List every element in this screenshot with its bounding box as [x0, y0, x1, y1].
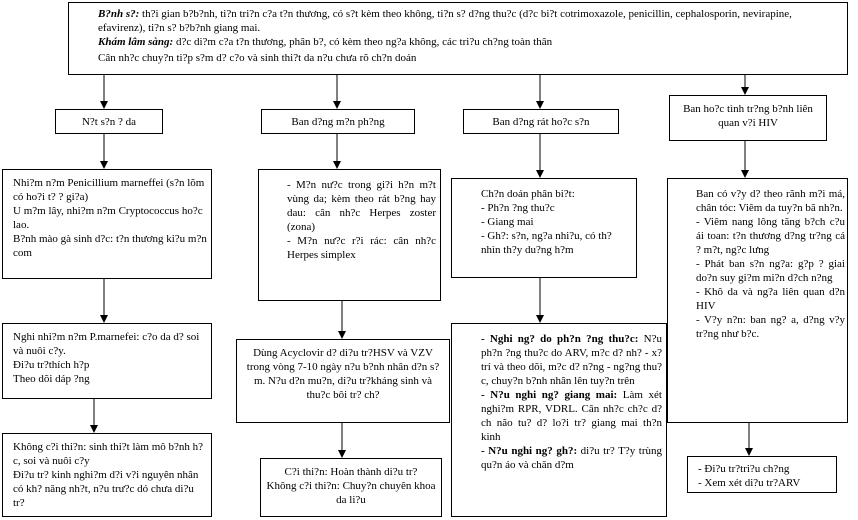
col4-cond-item: - Phát ban s?n ng?a: g?p ? giai do?n suy gi?m mi?n d?ch n?ng — [696, 258, 845, 284]
col3-mgmt-text: N?u ph?n ?ng thu?c do ARV, m?c d? nh? - x? trí và theo dõi, m?c d? n?ng - ng?ng thu?c, chuy?n b?nh nhân lên tuy?n trên — [481, 333, 662, 387]
col2-outcome-box — [260, 458, 442, 517]
col2-acyclovir-text: Dùng Acyclovir d? di?u tr?HSV và VZV trong vòng 7-10 ngày n?u b?nh nhân d?n s?m. N?u d?n mu?n, di?u tr?kháng sinh và thu?c bôi tr? ch? — [246, 347, 440, 401]
category-vesicular-rash — [261, 109, 415, 134]
col2-vesicular-item: - M?n nư?c trong gi?i h?n m?t vùng da; kèm theo rát b?ng hay dau: cân nh?c Herpes zoster (zona) — [287, 179, 436, 233]
col1-mgmt-item: Theo dõi dáp ?ng — [13, 373, 90, 385]
assessment-box — [68, 2, 848, 75]
category-vesicular-label: Ban d?ng m?n ph?ng — [291, 116, 385, 128]
history-line — [98, 7, 839, 35]
col1-mgmt-item: Đi?u tr?thích h?p — [13, 359, 90, 371]
col3-diff-item: Ch?n doán phân bi?t: — [481, 188, 575, 200]
category-rash-papular — [463, 109, 619, 134]
exam-label: Khám lâm sàng: — [98, 36, 174, 48]
col1-diag-item: U m?m lây, nhi?m n?m Cryptococcus ho?c lao. — [13, 205, 203, 231]
category-papules — [55, 109, 163, 134]
col4-treat-item: - Đi?u tr?tri?u ch?ng — [698, 463, 790, 475]
col4-cond-item: - Viêm nang lông tăng b?ch c?u ái toan: t?n thương d?ng tr?ng cá ? m?t, ng?c lưng — [696, 216, 845, 256]
col3-management-box — [451, 323, 667, 517]
col1-diag-item: Nhi?m n?m Penicillium marneffei (s?n lõm có ho?i t? ? gi?a) — [13, 177, 205, 203]
col3-mgmt-item — [481, 332, 662, 388]
col3-mgmt-label: - Nghi ng? do ph?n ?ng thu?c: — [481, 333, 639, 345]
col4-conditions-box — [667, 178, 848, 423]
col1-noimp-item: Đi?u tr? kinh nghi?m d?i v?i nguyên nhân có kh? năng nh?t, n?u trư?c dó chưa di?u tr? — [13, 469, 199, 509]
category-hiv-related — [669, 95, 827, 141]
col1-noimp-item: Không c?i thi?n: sinh thi?t làm mô b?nh h?c, soi và nuôi c?y — [13, 441, 204, 467]
col4-cond-item: - Khô da và ng?a liên quan d?n HIV — [696, 286, 845, 312]
col3-diff-item: - Giang mai — [481, 216, 534, 228]
col1-diag-item: B?nh mào gà sinh d?c: t?n thương ki?u m?n com — [13, 233, 207, 259]
col4-cond-item: - V?y n?n: ban ng? a, d?ng v?y tr?ng như b?c. — [696, 314, 845, 340]
col1-no-improvement-box — [2, 433, 212, 517]
col4-cond-item: Ban có v?y d? theo rãnh m?i má, chân tóc: Viêm da tuy?n bã nh?n. — [696, 188, 845, 214]
col3-diff-item: - Gh?: s?n, ng?a nhi?u, có th? nhìn th?y du?ng h?m — [481, 230, 612, 256]
col3-mgmt-item — [481, 444, 662, 472]
col3-mgmt-label: - N?u nghi ng? giang mai: — [481, 389, 618, 401]
history-label: B?nh s?: — [98, 8, 140, 20]
col1-mgmt-item: Nghi nhi?m n?m P.marnefei: c?o da d? soi và nuôi c?y. — [13, 331, 200, 357]
col3-mgmt-label: - N?u nghi ng? gh?: — [481, 445, 578, 457]
col1-management-box — [2, 323, 212, 399]
col1-diagnosis-box — [2, 169, 212, 279]
col3-differential-box — [451, 178, 637, 278]
col4-treat-item: - Xem xét di?u tr?ARV — [698, 477, 801, 489]
col3-mgmt-text: Làm xét nghi?m RPR, VDRL. Cân nh?c ch?c d?ch não tu? d? lo?i tr? giang mai th?n kinh — [481, 389, 662, 443]
category-papules-label: N?t s?n ? da — [81, 116, 137, 128]
col3-diff-item: - Ph?n ?ng thu?c — [481, 202, 555, 214]
col3-mgmt-text: di?u tr? T?y trùng qu?n áo và chăn d?m — [481, 445, 662, 471]
exam-text: d?c di?m c?a t?n thương, phân b?, có kèm theo ng?a không, các tri?u ch?ng toàn thân — [173, 36, 553, 48]
exam-line — [98, 35, 839, 49]
category-rash-papular-label: Ban d?ng rát ho?c s?n — [492, 116, 590, 128]
history-text: th?i gian b?b?nh, ti?n tri?n c?a t?n thương, có s?t kèm theo không, ti?n s? d?ng thu?c (d?c bi?t cotrimoxazole, penicillin, cephalosporin, nevirapine, efavirenz), ti?n s? b?b?nh giang mai. — [98, 8, 792, 34]
col2-acyclovir-box — [236, 339, 450, 423]
col2-vesicular-box — [258, 169, 441, 301]
col3-mgmt-item — [481, 388, 662, 444]
category-hiv-related-label: Ban ho?c tình tr?ng b?nh liên quan v?i HIV — [683, 103, 813, 129]
referral-text: Cân nh?c chuy?n ti?p s?m d? c?o và sinh thi?t da n?u chưa rõ ch?n doán — [98, 52, 417, 64]
col4-treatment-box — [687, 456, 837, 493]
col2-vesicular-item: - M?n nư?c r?i rác: cân nh?c Herpes simplex — [287, 235, 436, 261]
col2-outcome-item: C?i thi?n: Hoàn thành di?u tr? — [284, 466, 418, 478]
col2-outcome-item: Không c?i thi?n: Chuy?n chuyên khoa da li?u — [266, 480, 436, 506]
